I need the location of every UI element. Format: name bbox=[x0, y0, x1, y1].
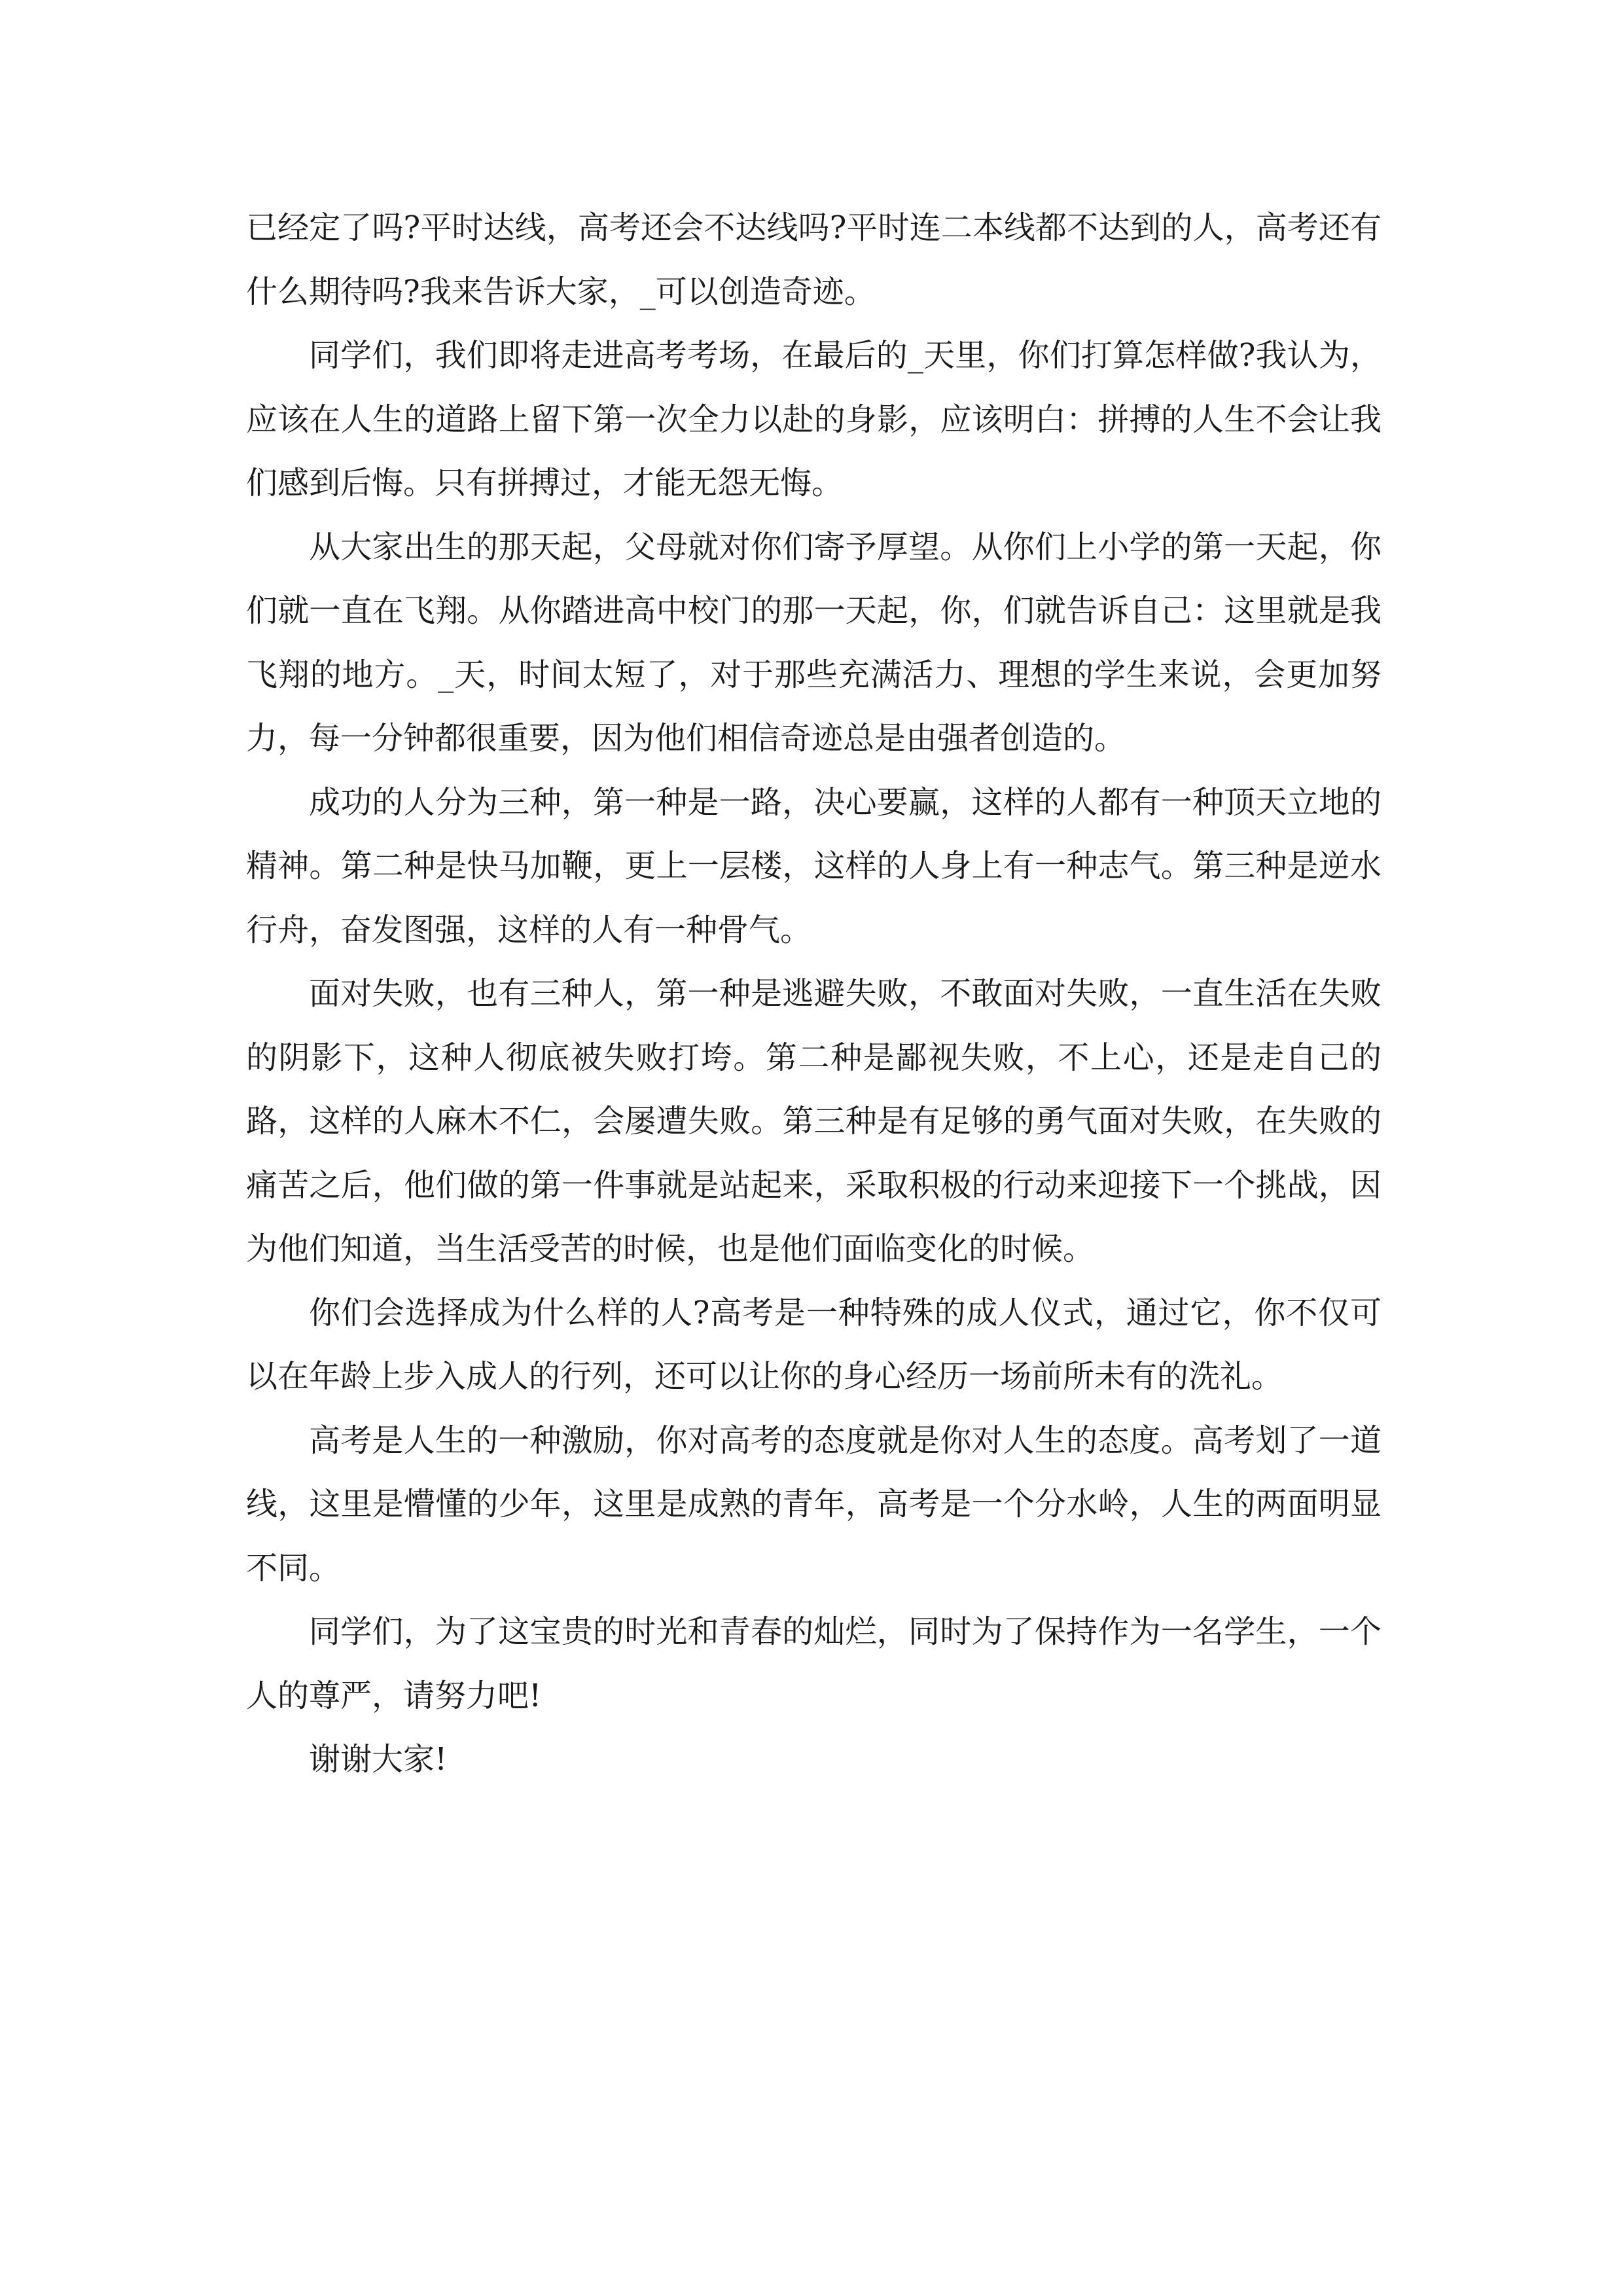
paragraph-1: 已经定了吗?平时达线，高考还会不达线吗?平时连二本线都不达到的人，高考还有什么期待吗?我来告诉大家，_可以创造奇迹。 bbox=[246, 209, 1382, 310]
paragraph-6: 你们会选择成为什么样的人?高考是一种特殊的成人仪式，通过它，你不仅可以在年龄上步入成人的行列，还可以让你的身心经历一场前所未有的洗礼。 bbox=[246, 1294, 1382, 1395]
paragraph-8: 同学们，为了这宝贵的时光和青春的灿烂，同时为了保持作为一名学生，一个人的尊严，请努力吧! bbox=[246, 1613, 1382, 1714]
paragraph-5: 面对失败，也有三种人，第一种是逃避失败，不敢面对失败，一直生活在失败的阴影下，这种人彻底被失败打垮。第二种是鄙视失败，不上心，还是走自己的路，这样的人麻木不仁，会屡遭失败。第三种是有足够的勇气面对失败，在失败的痛苦之后，他们做的第一件事就是站起来，采取积极的行动来迎接下一个挑战，因为他们知道，当生活受苦的时候，也是他们面临变化的时候。 bbox=[246, 975, 1382, 1267]
document-body bbox=[246, 196, 1382, 1792]
closing-thanks: 谢谢大家! bbox=[309, 1741, 448, 1778]
paragraph-2: 同学们，我们即将走进高考考场，在最后的_天里，你们打算怎样做?我认为，应该在人生的道路上留下第一次全力以赴的身影，应该明白：拼搏的人生不会让我们感到后悔。只有拼搏过，才能无怨无悔。 bbox=[246, 337, 1382, 501]
paragraph-3: 从大家出生的那天起，父母就对你们寄予厚望。从你们上小学的第一天起，你们就一直在飞翔。从你踏进高中校门的那一天起，你，们就告诉自己：这里就是我飞翔的地方。_天，时间太短了，对于那些充满活力、理想的学生来说，会更加努力，每一分钟都很重要，因为他们相信奇迹总是由强者创造的。 bbox=[246, 528, 1382, 757]
paragraph-7: 高考是人生的一种激励，你对高考的态度就是你对人生的态度。高考划了一道线，这里是懵懂的少年，这里是成熟的青年，高考是一个分水岭，人生的两面明显不同。 bbox=[246, 1422, 1382, 1587]
paragraph-4: 成功的人分为三种，第一种是一路，决心要赢，这样的人都有一种顶天立地的精神。第二种是快马加鞭，更上一层楼，这样的人身上有一种志气。第三种是逆水行舟，奋发图强，这样的人有一种骨气。 bbox=[246, 783, 1382, 948]
